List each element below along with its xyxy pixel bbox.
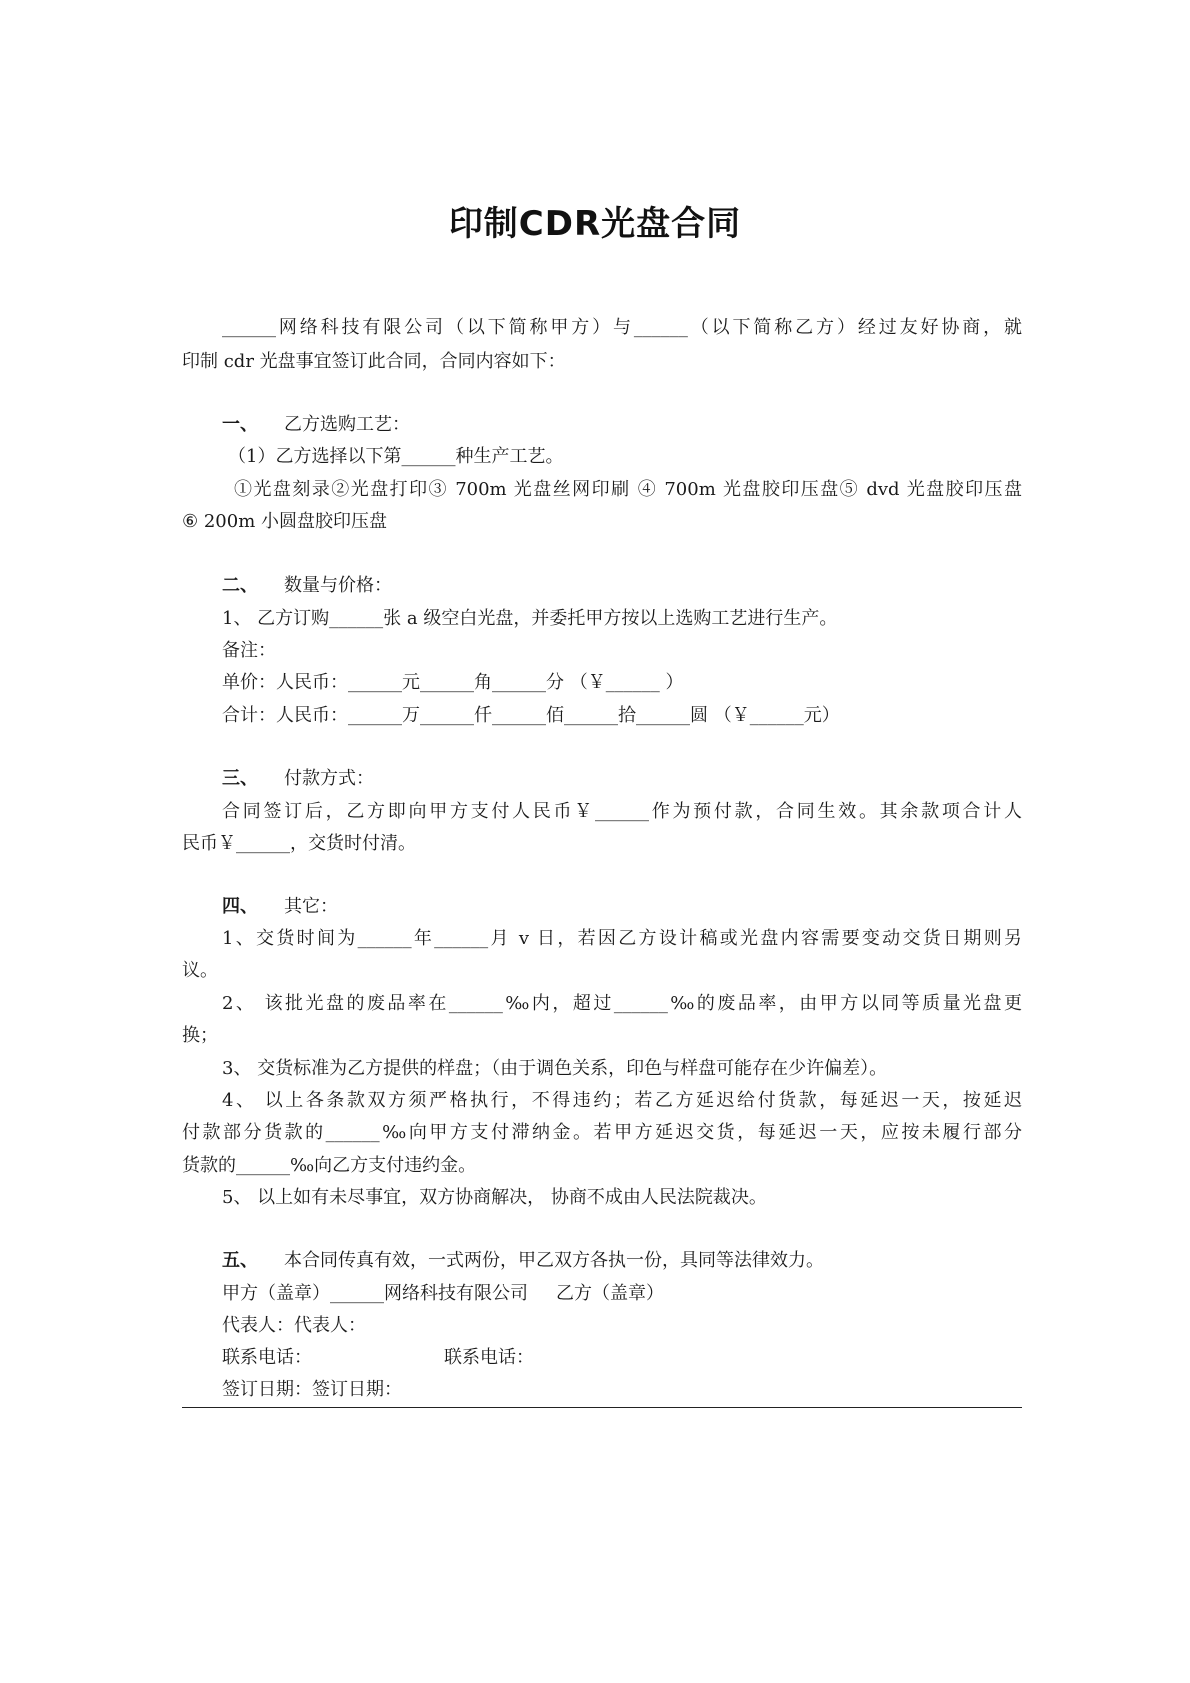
- section-4-item-4-line-2: 付款部分货款的______‰向甲方支付滞纳金。若甲方延迟交货，每延迟一天，应按未履行部分: [182, 1122, 1022, 1143]
- section-3-line-2: 民币￥______，交货时付清。: [182, 833, 416, 854]
- section-2-total: 合计：人民币：______万______仟______佰______拾______圆 （￥______元）: [222, 705, 840, 726]
- section-4-item-3: 3、 交货标准为乙方提供的样盘；（由于调色关系，印色与样盘可能存在少许偏差）。: [222, 1058, 888, 1079]
- section-5-text: 本合同传真有效，一式两份，甲乙双方各执一份，具同等法律效力。: [284, 1250, 824, 1271]
- signature-phone-line: [222, 1346, 1022, 1370]
- section-2-title: 数量与价格：: [284, 575, 392, 596]
- party-b-phone: 联系电话：: [444, 1347, 534, 1368]
- section-2-item-1: 1、 乙方订购______张 a 级空白光盘，并委托甲方按以上选购工艺进行生产。: [222, 608, 838, 629]
- signature-date-line: [222, 1378, 1022, 1402]
- section-3-title: 付款方式：: [284, 768, 374, 789]
- signature-seal-line: [222, 1282, 1022, 1306]
- section-4-item-4-line-1: 4、 以上各条款双方须严格执行，不得违约；若乙方延迟给付货款，每延迟一天，按延迟: [222, 1090, 1022, 1111]
- section-2-unit-price: 单价：人民币：______元______角______分 （￥______ ）: [222, 672, 684, 693]
- party-a-phone: 联系电话：: [222, 1347, 312, 1368]
- signature-representatives: 代表人：代表人：: [222, 1315, 366, 1336]
- intro-line-2: 印制 cdr 光盘事宜签订此合同，合同内容如下：: [182, 351, 566, 372]
- section-1-options-line-1: ①光盘刻录②光盘打印③ 700m 光盘丝网印刷 ④ 700m 光盘胶印压盘⑤ dvd 光盘胶印压盘: [234, 479, 1022, 500]
- section-4-item-1-line-1: 1、交货时间为______年______月 v 日，若因乙方设计稿或光盘内容需要变动交货日期则另: [222, 928, 1022, 949]
- section-1-item-1: （1）乙方选择以下第______种生产工艺。: [228, 446, 564, 467]
- party-b-seal: 乙方（盖章）: [556, 1283, 664, 1304]
- section-4-item-4-line-3: 货款的______‰向乙方支付违约金。: [182, 1155, 477, 1176]
- section-3-number: 三、: [222, 768, 258, 789]
- section-3-line-1: 合同签订后，乙方即向甲方支付人民币￥______作为预付款，合同生效。其余款项合计人: [222, 801, 1022, 822]
- intro-line-1: ______网络科技有限公司（以下简称甲方）与______（以下简称乙方）经过友好协商，就: [222, 317, 1022, 338]
- section-2-note: 备注：: [222, 640, 276, 661]
- section-3-heading: [222, 767, 1022, 791]
- section-1-title: 乙方选购工艺：: [284, 414, 410, 435]
- section-2-number: 二、: [222, 575, 258, 596]
- section-5: [222, 1249, 1022, 1273]
- section-2-heading: [222, 574, 1022, 598]
- section-4-title: 其它：: [284, 896, 338, 917]
- bottom-rule: [182, 1407, 1022, 1408]
- section-4-number: 四、: [222, 896, 258, 917]
- section-5-number: 五、: [222, 1250, 258, 1271]
- document-title: 印制CDR光盘合同: [448, 204, 742, 244]
- section-1-number: 一、: [222, 414, 258, 435]
- section-4-heading: [222, 895, 1022, 919]
- signing-date: 签订日期：签订日期：: [222, 1379, 402, 1400]
- section-4-item-2-line-1: 2、 该批光盘的废品率在______‰内，超过______‰的废品率，由甲方以同等质量光盘更: [222, 993, 1022, 1014]
- party-a-seal: 甲方（盖章）______网络科技有限公司: [222, 1283, 528, 1304]
- section-4-item-2-line-2: 换；: [182, 1025, 218, 1046]
- section-1-heading: [222, 413, 1022, 437]
- section-4-item-1-line-2: 议。: [182, 960, 218, 981]
- section-4-item-5: 5、 以上如有未尽事宜，双方协商解决， 协商不成由人民法院裁决。: [222, 1187, 767, 1208]
- section-1-options-line-2: ⑥ 200m 小圆盘胶印压盘: [182, 511, 388, 532]
